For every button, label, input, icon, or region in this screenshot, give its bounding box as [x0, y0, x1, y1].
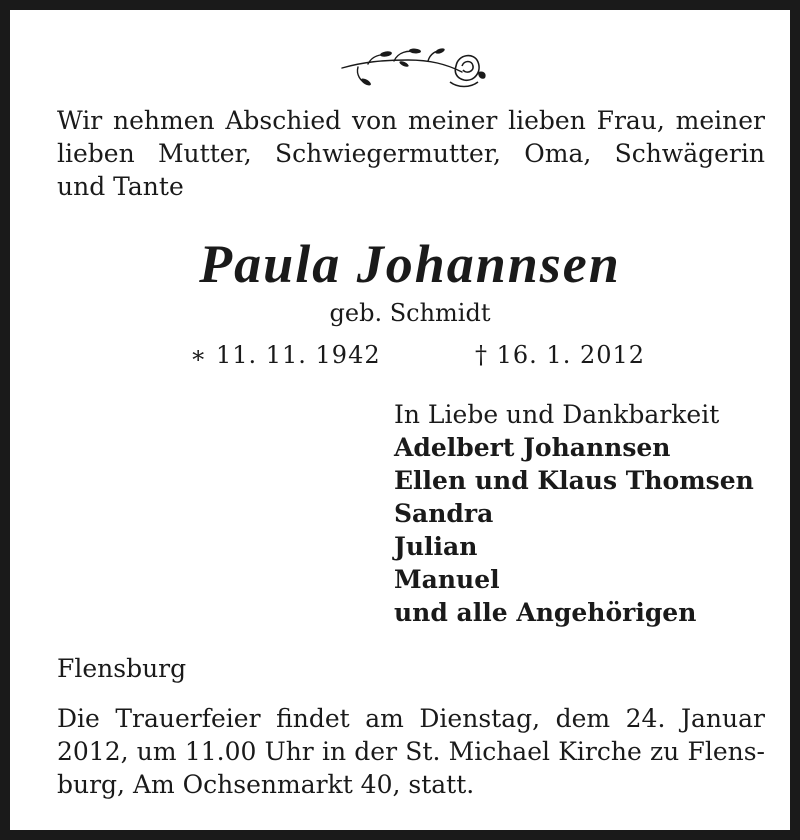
mourner-name: Julian	[394, 532, 478, 561]
mourners-block	[394, 398, 784, 629]
service-line	[57, 768, 765, 801]
intro-word: Mutter,	[157, 139, 252, 168]
intro-word: Schwägerin	[614, 139, 765, 168]
mourner-name: und alle Angehörigen	[394, 598, 697, 627]
funeral-service-text	[57, 702, 765, 801]
intro-word: Frau,	[596, 106, 665, 135]
service-word: findet	[276, 704, 350, 733]
maiden-name: geb. Schmidt	[329, 299, 491, 327]
intro-word: Abschied	[225, 106, 342, 135]
intro-word: Wir	[57, 106, 103, 135]
mourner-name: Ellen und Klaus Thomsen	[394, 466, 754, 495]
service-word: um	[136, 737, 177, 766]
mourners-lead: In Liebe und Dankbarkeit	[394, 400, 720, 429]
intro-word: und Tante	[57, 172, 184, 201]
service-word: dem	[555, 704, 611, 733]
service-word: burg, Am Ochsenmarkt 40, statt.	[57, 770, 475, 799]
service-word: Kirche	[558, 737, 642, 766]
service-word: 2012,	[57, 737, 129, 766]
mourner-name: Manuel	[394, 565, 500, 594]
service-word: Die	[57, 704, 100, 733]
service-word: in	[321, 737, 347, 766]
intro-line	[57, 170, 765, 203]
service-line	[57, 702, 765, 735]
birth-date: ∗ 11. 11. 1942	[190, 341, 381, 369]
place-name: Flensburg	[57, 654, 187, 683]
intro-word: meiner	[675, 106, 765, 135]
service-word: Januar	[680, 704, 765, 733]
mourner-name: Sandra	[394, 499, 494, 528]
service-word: Flens-	[687, 737, 765, 766]
service-word: zu	[649, 737, 680, 766]
service-line	[57, 735, 765, 768]
service-word: Dienstag,	[419, 704, 541, 733]
service-word: Uhr	[264, 737, 314, 766]
intro-word: lieben	[508, 106, 586, 135]
intro-word: Schwiegermutter,	[274, 139, 501, 168]
intro-line	[57, 104, 765, 137]
service-word: der	[354, 737, 398, 766]
service-word: Michael	[448, 737, 551, 766]
service-word: am	[365, 704, 404, 733]
intro-line	[57, 137, 765, 170]
service-word: 11.00	[184, 737, 257, 766]
intro-word: nehmen	[112, 106, 215, 135]
intro-word: von	[351, 106, 398, 135]
death-date: † 16. 1. 2012	[475, 341, 646, 369]
intro-text	[57, 104, 765, 203]
mourner-name: Adelbert Johannsen	[394, 433, 671, 462]
service-word: 24.	[625, 704, 666, 733]
rose-branch-icon	[338, 42, 488, 94]
deceased-name: Paula Johannsen	[199, 234, 621, 294]
intro-word: lieben	[57, 139, 135, 168]
intro-word: Oma,	[524, 139, 592, 168]
intro-word: meiner	[408, 106, 498, 135]
service-word: St.	[405, 737, 441, 766]
service-word: Trauerfeier	[115, 704, 261, 733]
